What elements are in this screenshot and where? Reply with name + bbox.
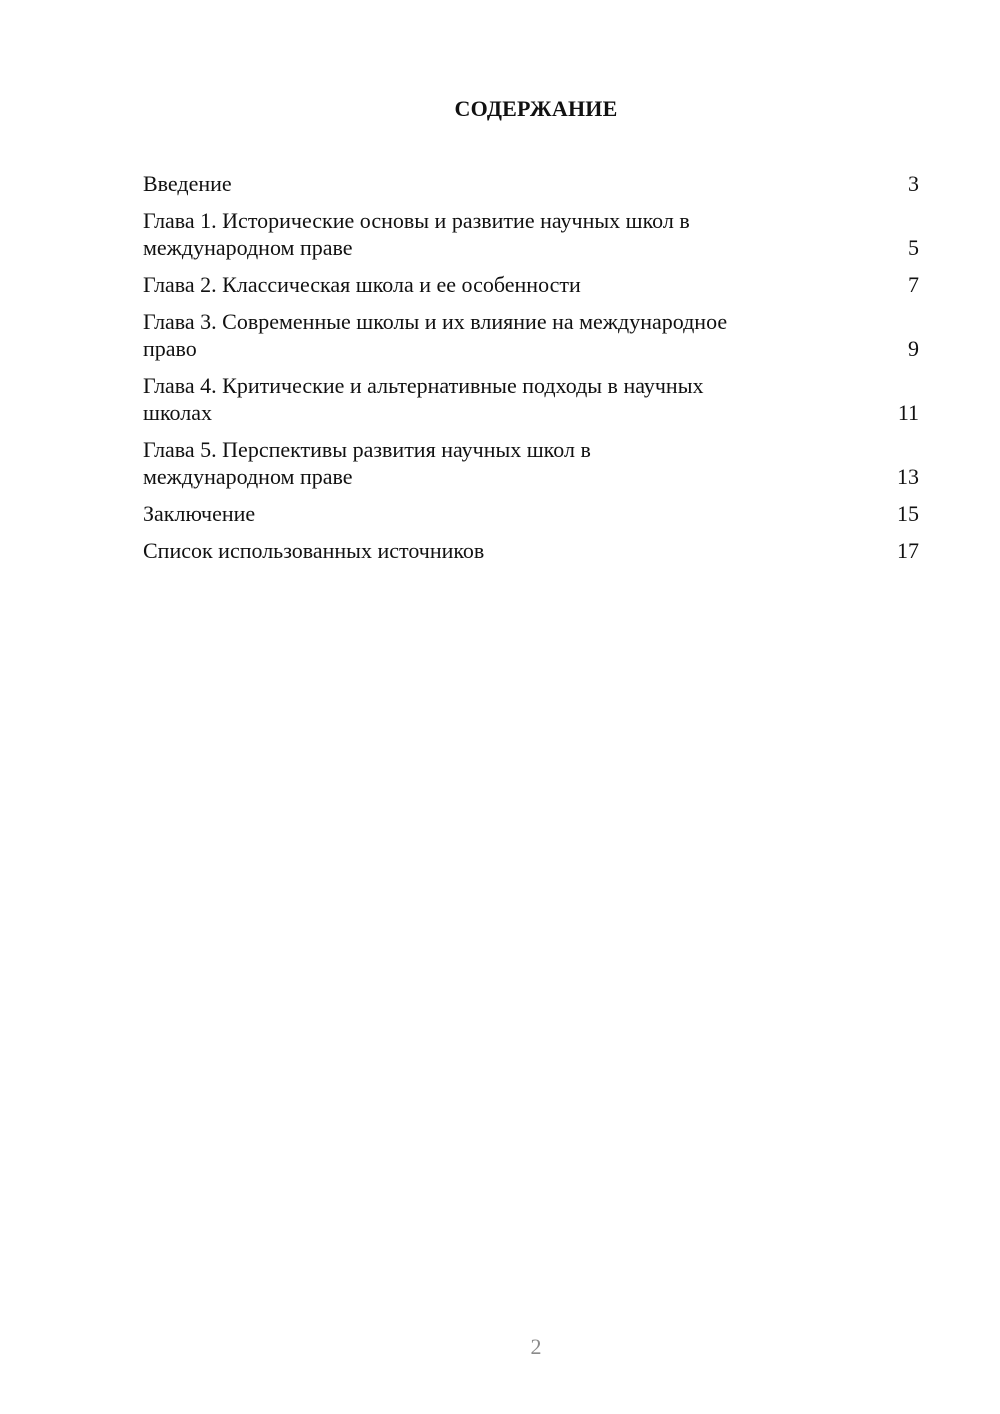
toc-entry-text: Список использованных источников [143, 538, 485, 563]
toc-entry-chapter-5 [143, 436, 919, 490]
toc-entry-conclusion [143, 500, 919, 527]
toc-entry-chapter-3 [143, 308, 919, 362]
toc-entry-page: 17 [897, 538, 919, 563]
toc-entry-page: 15 [897, 501, 919, 526]
toc-entry-page: 11 [897, 400, 919, 425]
toc-entry-page: 5 [908, 235, 919, 260]
toc-entry-text: Заключение [143, 501, 256, 526]
toc-entry-page: 9 [908, 336, 919, 361]
page-number: 2 [530, 1334, 542, 1359]
toc-entry-text: Введение [143, 171, 232, 196]
page-title: СОДЕРЖАНИЕ [454, 96, 618, 121]
toc-entry-text: Глава 1. Исторические основы и развитие научных школ в международном праве [143, 208, 690, 260]
toc-entry-chapter-4 [143, 372, 919, 426]
toc-entry-text: Глава 2. Классическая школа и ее особенности [143, 272, 581, 297]
toc-entry-text: Глава 3. Современные школы и их влияние на международное право [143, 309, 728, 361]
toc-entry-chapter-1 [143, 207, 919, 261]
toc-entry-page: 13 [897, 464, 919, 489]
toc-entry-chapter-2 [143, 271, 919, 298]
toc-entry-references [143, 537, 919, 564]
table-of-contents [143, 170, 919, 564]
toc-entry-introduction [143, 170, 919, 197]
toc-entry-page: 7 [908, 272, 919, 297]
toc-entry-page: 3 [908, 171, 919, 196]
toc-entry-text: Глава 5. Перспективы развития научных школ в международном праве [143, 437, 591, 489]
toc-entry-text: Глава 4. Критические и альтернативные подходы в научных школах [143, 373, 704, 425]
